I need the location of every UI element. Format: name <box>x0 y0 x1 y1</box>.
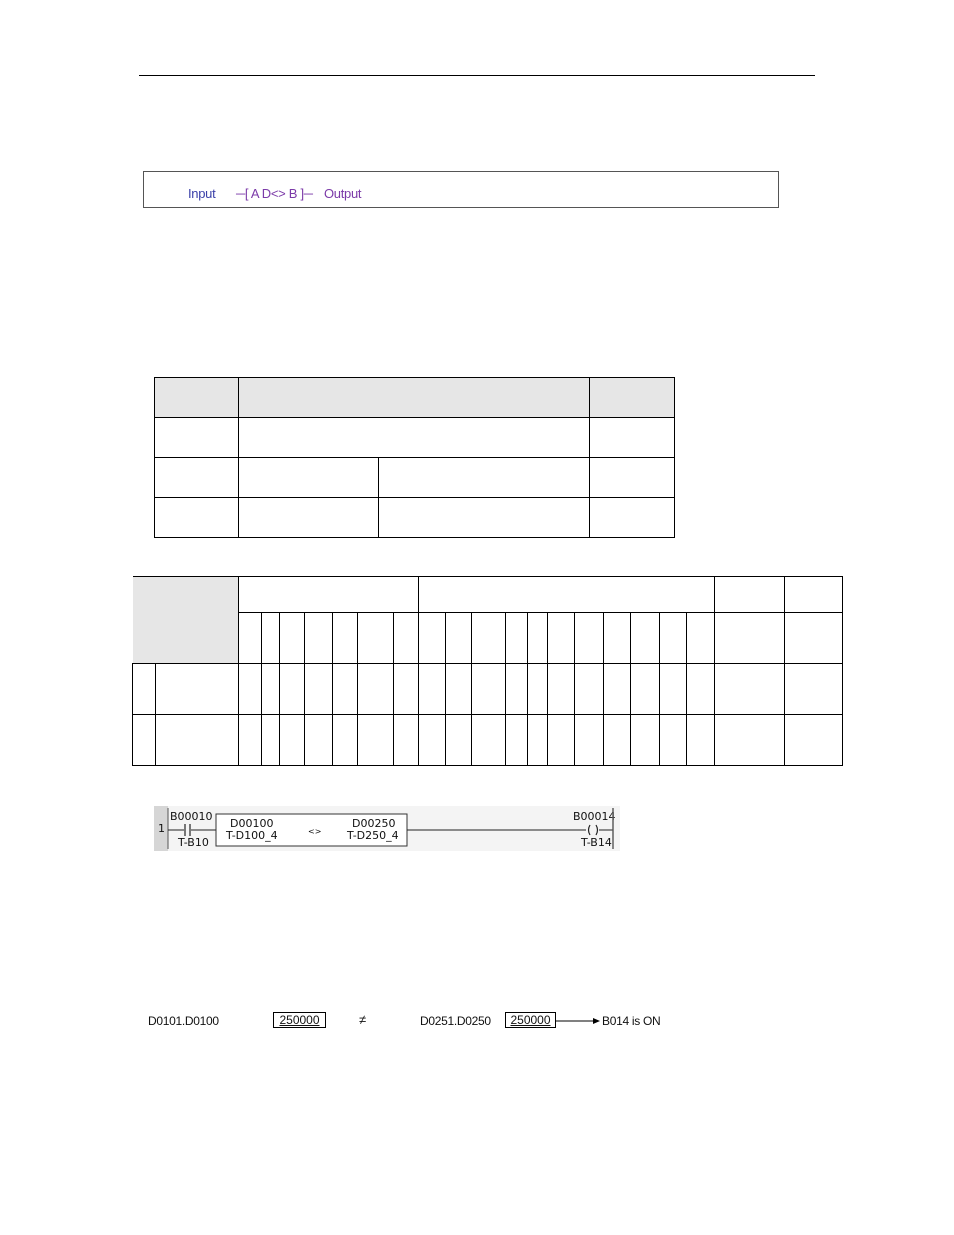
table-cell <box>506 664 528 715</box>
example-left-label: D0101.D0100 <box>148 1014 219 1028</box>
table-cell <box>262 715 280 766</box>
table-cell <box>604 715 631 766</box>
table-cell <box>156 664 239 715</box>
table-cell <box>419 577 714 613</box>
table-cell <box>472 715 506 766</box>
table-cell <box>305 715 333 766</box>
example-operator: ≠ <box>359 1012 366 1027</box>
table-cell <box>280 715 305 766</box>
table-cell <box>659 715 686 766</box>
table-cell <box>784 577 842 613</box>
instruction-format-box <box>143 171 779 208</box>
table-cell <box>133 664 156 715</box>
table-cell <box>659 613 686 664</box>
operand-table <box>154 377 675 538</box>
operand2-address: D00250 <box>352 817 396 830</box>
table-cell <box>784 613 842 664</box>
table-cell <box>631 715 659 766</box>
table-cell <box>280 613 305 664</box>
ladder-step-number: 1 <box>158 822 165 835</box>
table-cell <box>784 664 842 715</box>
table-cell <box>714 664 784 715</box>
table-cell <box>358 664 394 715</box>
table-row <box>155 378 675 418</box>
table-cell <box>631 664 659 715</box>
table-cell <box>394 664 419 715</box>
device-usage-table <box>132 576 843 766</box>
table-cell <box>155 418 239 458</box>
table-cell <box>686 715 714 766</box>
table-cell <box>528 664 548 715</box>
table-cell <box>446 664 472 715</box>
table-cell <box>548 613 575 664</box>
table-cell <box>590 458 675 498</box>
table-row <box>155 498 675 538</box>
table-cell <box>155 458 239 498</box>
table-cell <box>239 715 262 766</box>
example-left-value-box <box>273 1012 326 1028</box>
table-cell <box>133 577 239 664</box>
operand2-tag: T-D250_4 <box>347 829 399 842</box>
table-cell <box>394 715 419 766</box>
table-cell <box>548 715 575 766</box>
table-cell <box>358 613 394 664</box>
table-row <box>155 458 675 498</box>
example-right-value: 250000 <box>510 1013 551 1027</box>
table-cell <box>575 715 604 766</box>
example-left-value: 250000 <box>279 1013 320 1027</box>
table-cell <box>506 715 528 766</box>
example-arrow-icon <box>556 1015 600 1027</box>
table-cell <box>262 613 280 664</box>
table-row <box>155 418 675 458</box>
table-cell <box>446 613 472 664</box>
table-cell <box>714 577 784 613</box>
table-cell <box>239 577 419 613</box>
format-instruction-symbol: ─[ A D<> B ]─ <box>236 186 313 201</box>
table-cell <box>358 715 394 766</box>
coil-address: B00014 <box>573 810 616 823</box>
table-cell <box>604 613 631 664</box>
example-right-value-box <box>505 1012 556 1028</box>
ladder-diagram <box>154 806 620 851</box>
table-cell <box>305 613 333 664</box>
table-cell <box>714 715 784 766</box>
table-cell <box>590 378 675 418</box>
table-cell <box>528 613 548 664</box>
coil-tag: T-B14 <box>581 836 612 849</box>
example-right-label: D0251.D0250 <box>420 1014 491 1028</box>
table-row <box>133 577 843 613</box>
table-cell <box>156 715 239 766</box>
table-cell <box>133 715 156 766</box>
table-cell <box>686 664 714 715</box>
table-cell <box>575 613 604 664</box>
operand1-tag: T-D100_4 <box>226 829 278 842</box>
table-cell <box>262 664 280 715</box>
table-cell <box>419 715 446 766</box>
table-cell <box>239 664 262 715</box>
table-cell <box>155 498 239 538</box>
table-cell <box>472 613 506 664</box>
table-cell <box>604 664 631 715</box>
table-cell <box>446 715 472 766</box>
table-cell <box>659 664 686 715</box>
table-row <box>133 613 843 664</box>
table-cell <box>239 418 590 458</box>
table-cell <box>379 458 590 498</box>
table-cell <box>590 498 675 538</box>
table-cell <box>239 498 379 538</box>
table-cell <box>686 613 714 664</box>
table-cell <box>394 613 419 664</box>
table-cell <box>280 664 305 715</box>
table-cell <box>239 613 262 664</box>
table-cell <box>784 715 842 766</box>
header-rule <box>139 75 815 76</box>
table-cell <box>239 458 379 498</box>
contact-address: B00010 <box>170 810 213 823</box>
format-input-label: Input <box>188 186 216 201</box>
table-cell <box>333 715 358 766</box>
table-cell <box>528 715 548 766</box>
table-cell <box>548 664 575 715</box>
table-cell <box>333 664 358 715</box>
table-cell <box>575 664 604 715</box>
table-cell <box>714 613 784 664</box>
table-cell <box>333 613 358 664</box>
table-cell <box>506 613 528 664</box>
table-cell <box>419 664 446 715</box>
contact-tag: T-B10 <box>178 836 209 849</box>
table-row <box>133 664 843 715</box>
table-cell <box>590 418 675 458</box>
table-row <box>133 715 843 766</box>
table-cell <box>305 664 333 715</box>
table-cell <box>239 378 590 418</box>
table-cell <box>155 378 239 418</box>
table-cell <box>379 498 590 538</box>
example-result: B014 is ON <box>602 1014 661 1028</box>
operand1-address: D00100 <box>230 817 274 830</box>
compare-operator: <> <box>308 827 322 836</box>
table-cell <box>472 664 506 715</box>
format-output-label: Output <box>324 186 362 201</box>
table-cell <box>631 613 659 664</box>
table-cell <box>419 613 446 664</box>
